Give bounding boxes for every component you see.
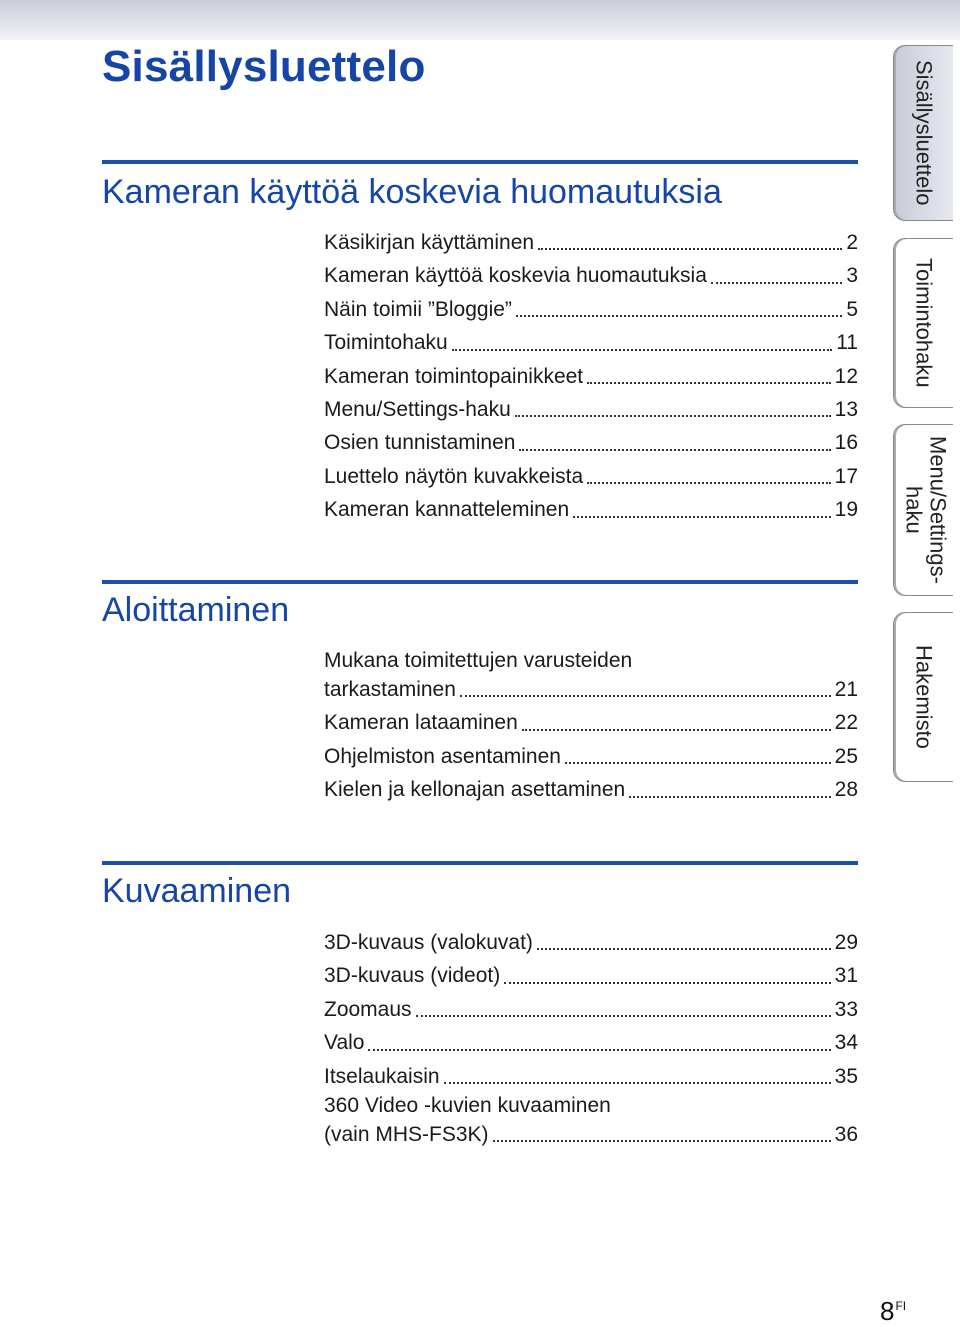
toc-entry[interactable]: [324, 1093, 858, 1151]
section-rule: [102, 861, 858, 865]
toc-entry-label: Zoomaus: [324, 997, 412, 1021]
dot-leader: [587, 382, 831, 384]
toc-entry-label: Käsikirjan käyttäminen: [324, 231, 535, 254]
dot-leader: [493, 1140, 831, 1142]
section-heading-huomautuksia: Kameran käyttöä koskevia huomautuksia: [102, 173, 722, 211]
side-tab-hakemisto[interactable]: [893, 612, 953, 782]
toc-entry-label: Itselaukaisin: [324, 1064, 440, 1088]
side-tab-sisallysluettelo[interactable]: [893, 45, 953, 221]
side-tab-label: Menu/Settings-haku: [901, 436, 951, 584]
page-number-value: 8: [880, 1296, 895, 1326]
toc-list-kuvaaminen: [324, 926, 858, 1151]
top-header-bar: [0, 0, 960, 40]
section-heading-aloittaminen: Aloittaminen: [102, 591, 290, 629]
page-number: [880, 1296, 906, 1327]
toc-entry-page: 21: [834, 678, 858, 701]
section-rule: [102, 160, 858, 164]
dot-leader: [444, 1082, 831, 1084]
toc-entry[interactable]: [324, 773, 858, 806]
toc-entry-label-line1: Mukana toimitettujen varusteiden: [324, 649, 633, 672]
toc-entry-label: Näin toimii ”Bloggie”: [324, 297, 512, 321]
side-tab-menu-settings-haku[interactable]: [893, 424, 953, 596]
dot-leader: [416, 1015, 831, 1017]
dot-leader: [452, 349, 832, 351]
dot-leader: [515, 415, 831, 417]
page-title: Sisällysluettelo: [102, 42, 426, 91]
toc-entry[interactable]: [324, 706, 858, 739]
dot-leader: [587, 482, 830, 484]
dot-leader: [504, 982, 830, 984]
toc-entry[interactable]: [324, 326, 858, 359]
toc-entry-label: 3D-kuvaus (videot): [324, 964, 501, 988]
toc-entry-page: 33: [834, 997, 858, 1021]
toc-list-huomautuksia: [324, 226, 858, 527]
toc-entry-page: 34: [834, 1031, 858, 1055]
toc-entry-label: Valo: [324, 1031, 365, 1055]
toc-entry[interactable]: [324, 393, 858, 426]
toc-entry[interactable]: [324, 293, 858, 326]
dot-leader: [460, 695, 831, 697]
toc-entry-label: Osien tunnistaminen: [324, 431, 516, 455]
toc-entry-page: 12: [834, 364, 858, 388]
toc-entry-page: 35: [834, 1064, 858, 1088]
toc-entry-page: 5: [846, 297, 858, 321]
toc-entry-page: 25: [834, 744, 858, 768]
toc-entry[interactable]: [324, 740, 858, 773]
toc-entry[interactable]: [324, 926, 858, 959]
toc-entry[interactable]: [324, 259, 858, 292]
toc-entry-page: 16: [834, 431, 858, 455]
toc-entry-page: 3: [846, 264, 858, 288]
toc-entry-page: 13: [834, 398, 858, 422]
dot-leader: [519, 449, 830, 451]
toc-entry-label: Menu/Settings-haku: [324, 398, 511, 422]
toc-list-aloittaminen: [324, 648, 858, 807]
toc-entry-label: Kameran käyttöä koskevia huomautuksia: [324, 264, 707, 288]
toc-entry-page: 19: [834, 498, 858, 522]
toc-entry[interactable]: [324, 426, 858, 459]
toc-entry[interactable]: [324, 226, 858, 259]
toc-entry-label: Toimintohaku: [324, 331, 448, 355]
dot-leader: [538, 248, 842, 250]
toc-entry-label: Kameran lataaminen: [324, 711, 518, 735]
toc-entry-label: Kameran toimintopainikkeet: [324, 364, 584, 388]
dot-leader: [516, 315, 842, 317]
toc-entry-page: 2: [846, 231, 858, 254]
toc-entry-page: 31: [834, 964, 858, 988]
side-tab-label: Hakemisto: [911, 645, 937, 749]
section-heading-kuvaaminen: Kuvaaminen: [102, 872, 292, 910]
dot-leader: [522, 729, 831, 731]
dot-leader: [565, 762, 831, 764]
toc-entry[interactable]: [324, 460, 858, 493]
dot-leader: [573, 516, 830, 518]
toc-entry-label-line1: 360 Video -kuvien kuvaaminen: [324, 1094, 611, 1118]
toc-entry-label: Kielen ja kellonajan asettaminen: [324, 778, 626, 802]
toc-entry-page: 22: [834, 711, 858, 735]
dot-leader: [711, 282, 842, 284]
dot-leader: [537, 948, 831, 950]
dot-leader: [368, 1049, 830, 1051]
toc-entry-label: (vain MHS-FS3K): [324, 1123, 489, 1147]
side-tab-label: Toimintohaku: [911, 258, 937, 388]
toc-entry[interactable]: [324, 959, 858, 992]
toc-entry[interactable]: [324, 993, 858, 1026]
side-tab-toimintohaku[interactable]: [893, 238, 953, 408]
toc-entry-label: Luettelo näytön kuvakkeista: [324, 464, 584, 488]
toc-entry-page: 11: [836, 331, 858, 355]
toc-entry[interactable]: [324, 648, 858, 706]
section-rule: [102, 580, 858, 584]
toc-entry[interactable]: [324, 493, 858, 526]
side-tab-label: Sisällysluettelo: [911, 60, 937, 206]
toc-entry[interactable]: [324, 1060, 858, 1093]
toc-entry[interactable]: [324, 360, 858, 393]
dot-leader: [629, 796, 830, 798]
toc-entry-label: Ohjelmiston asentaminen: [324, 744, 561, 768]
toc-entry-page: 28: [834, 778, 858, 802]
toc-entry[interactable]: [324, 1026, 858, 1059]
toc-entry-label: 3D-kuvaus (valokuvat): [324, 931, 533, 954]
toc-entry-label: Kameran kannatteleminen: [324, 498, 570, 522]
toc-entry-page: 36: [834, 1123, 858, 1147]
toc-entry-page: 17: [834, 464, 858, 488]
toc-entry-page: 29: [834, 931, 858, 954]
toc-entry-label: tarkastaminen: [324, 678, 456, 701]
page-number-suffix: FI: [895, 1299, 907, 1313]
